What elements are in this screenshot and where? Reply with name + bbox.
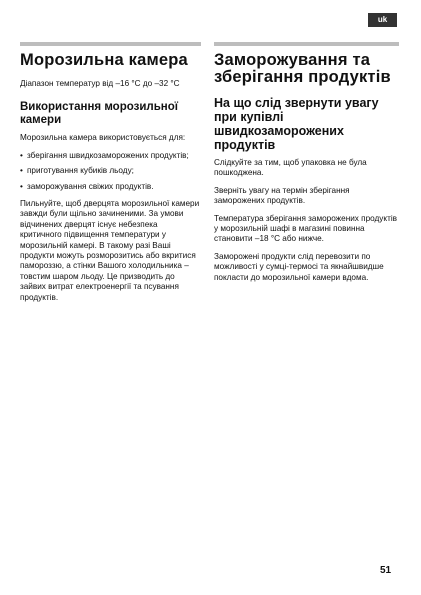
buying-heading: На що слід звернути увагу при купівлі швидкозаморожених продуктів — [214, 96, 379, 152]
section-rule — [214, 42, 399, 46]
right-column — [214, 42, 399, 290]
transport-text: Заморожені продукти слід перевозити по можливості у сумці-термосі та якнайшвидше покласти до морозильної камери вдома. — [214, 251, 384, 282]
section-rule — [20, 42, 201, 46]
packaging-text: Слідкуйте за тим, щоб упаковка не була пошкоджена. — [214, 158, 367, 178]
freezer-title: Морозильна камера — [20, 51, 188, 69]
store-temperature-text: Температура зберігання заморожених продуктів у морозильній шафі в магазині повинна становити –18 °C або нижче. — [214, 213, 397, 244]
list-item: • приготування кубиків льоду; — [20, 166, 201, 176]
page-number: 51 — [380, 565, 392, 576]
door-warning-text: Пильнуйте, щоб дверцята морозильної камери завжди були щільно зачиненими. За умови відчинених дверцят існує небезпека критичного підвищення температури у морозильній камері. В такому разі Ваші продукти можуть розморозитись або вкритися памороззю, а стінки Вашого холодильника – товстим шаром льоду. Це призводить до зайвих витрат електроенергії та псування продуктів. — [20, 199, 200, 302]
temperature-range-text: Діапазон температур від –16 °C до –32 °C — [20, 79, 180, 88]
list-item: • зберігання швидкозаморожених продуктів; — [20, 151, 201, 161]
usage-heading: Використання морозильної камери — [20, 101, 178, 127]
usage-intro: Морозильна камера використовується для: — [20, 133, 186, 143]
left-column — [20, 42, 201, 310]
storage-term-text: Зверніть увагу на термін зберігання заморожених продуктів. — [214, 185, 350, 206]
freezing-storage-title: Заморожування та зберігання продуктів — [214, 51, 391, 86]
usage-list — [20, 151, 201, 192]
language-badge: uk — [368, 13, 397, 27]
list-item: • заморожування свіжих продуктів. — [20, 182, 201, 192]
